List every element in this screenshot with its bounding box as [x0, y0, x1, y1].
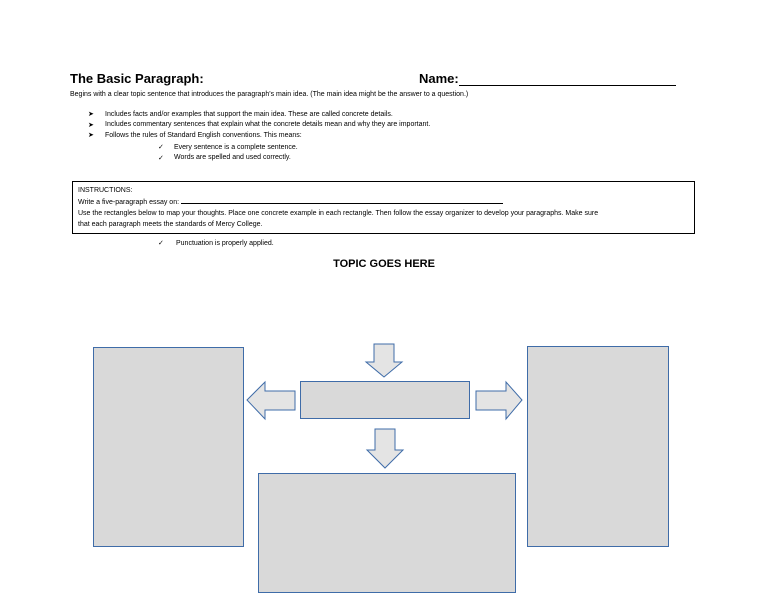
down-arrow-icon	[367, 429, 403, 468]
intro-text: Begins with a clear topic sentence that introduces the paragraph's main idea. (The main idea might be the answer to a question.)	[70, 91, 469, 98]
page-title: The Basic Paragraph:	[70, 71, 204, 86]
bullet-text: Includes commentary sentences that explain what the concrete details mean and why they are important.	[105, 121, 431, 129]
instructions-heading: INSTRUCTIONS:	[78, 187, 133, 194]
check-text: Words are spelled and used correctly.	[174, 154, 291, 162]
left-arrow-icon	[247, 382, 295, 419]
arrowhead-bullet-icon: ➤	[88, 132, 94, 140]
arrowhead-bullet-icon: ➤	[88, 111, 94, 119]
checkmark-icon: ✓	[158, 240, 164, 247]
name-label: Name:	[419, 71, 459, 86]
check-text: Punctuation is properly applied.	[176, 239, 274, 247]
topic-heading: TOPIC GOES HERE	[333, 258, 435, 270]
arrowhead-bullet-icon: ➤	[88, 121, 94, 129]
right-arrow-icon	[476, 382, 522, 419]
instructions-text: Use the rectangles below to map your thoughts. Place one concrete example in each rectangle. Then follow the essay organizer to develop your paragraphs. Make sure	[78, 210, 599, 217]
check-text: Every sentence is a complete sentence.	[174, 143, 298, 151]
checkmark-icon: ✓	[158, 144, 164, 152]
instructions-text: that each paragraph meets the standards of Mercy College.	[78, 221, 263, 228]
essay-prompt-label: Write a five-paragraph essay on:	[78, 199, 180, 206]
checkmark-icon: ✓	[158, 154, 164, 162]
down-arrow-icon	[366, 344, 402, 377]
bullet-text: Follows the rules of Standard English conventions. This means:	[105, 131, 302, 139]
bullet-text: Includes facts and/or examples that support the main idea. These are called concrete details.	[105, 110, 393, 118]
